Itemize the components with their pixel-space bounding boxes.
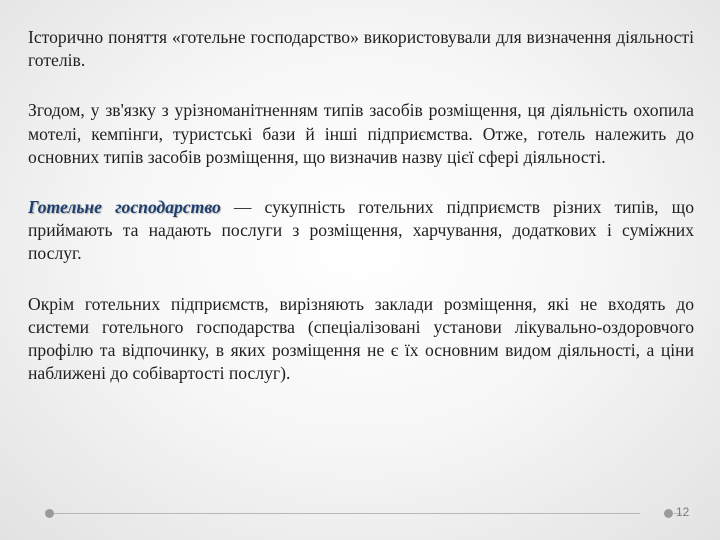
definition-term: Готельне господарство [28, 197, 221, 218]
footer-dot-left [45, 509, 54, 518]
paragraph-other-establishments: Окрім готельних підприємств, вирізняють заклади розміщення, які не входять до системи готельного господарства (спеціалізовані установи лікувально-оздоровчого профілю та відпочинку, в яких розміщення не є їх основним видом діяльності, а ціни наближені до собівартості послуг). [28, 293, 694, 384]
paragraph-expansion: Згодом, у зв'язку з урізноманітненням типів засобів розміщення, ця діяльність охопила мотелі, кемпінги, туристські бази й інші підприємства. Отже, готель належить до основних типів засобів розміщення, що визначив назву цієї сфері діяльності. [28, 100, 694, 167]
paragraph-history: Історично поняття «готельне господарство» використовували для визначення діяльності готелів. [28, 27, 694, 71]
paragraph-definition [28, 196, 694, 266]
footer-divider-line [50, 513, 640, 514]
slide-content [28, 26, 694, 385]
page-number: 12 [676, 505, 690, 519]
definition-text: — сукупність готельних підприємств різних типів, що приймають та надають послуги з розміщення, харчування, додаткових і суміжних послуг. [28, 197, 694, 264]
